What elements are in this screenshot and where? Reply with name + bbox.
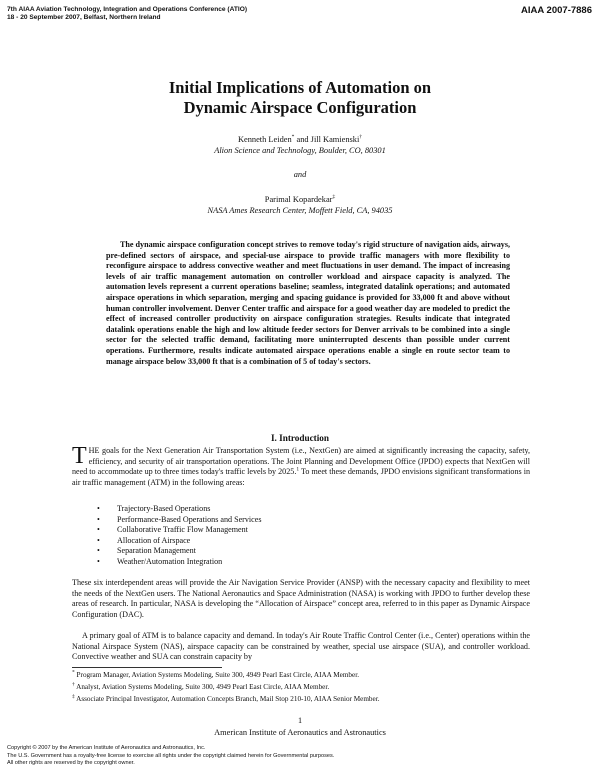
conference-date-location: 18 - 20 September 2007, Belfast, Northern Ireland — [7, 14, 161, 21]
bullet-icon: • — [97, 525, 100, 535]
abstract: The dynamic airspace configuration concept strives to remove today's rigid structure of navigation aids, airways, pre-defined sectors of airspace, and special-use airspace to provide traffic managers with more flexibility to reconfigure airspace to address convective weather and meet fluctuations in user demand. The impact of increasing levels of air traffic management automation on controller workload and airspace capacity is analyzed. The automation levels represent a current operations baseline; seamless, integrated datalink operations; and automated airspace operations in which separation, merging and spacing guidance is provided for 33,000 ft and above without human controller involvement. Denver Center traffic and airspace for a good weather day are modeled to predict the effect of increased controller productivity on airspace configuration strategies. Results indicate that integrated datalink operations enable the high and low altitude feeder sectors for Denver arrivals to be combined into a single sector for the selected traffic demand, facilitating more uninterrupted descents than possible under current operations. Furthermore, results indicate automated airspace operations enable a single en route sector team to manage airspace below 33,000 ft that is a combination of 5 of today's sectors. — [106, 240, 510, 366]
footnote-divider — [72, 667, 222, 668]
bullet-icon: • — [97, 546, 100, 556]
page-number: 1 — [297, 716, 303, 725]
title-line-2: Dynamic Airspace Configuration — [183, 98, 417, 117]
intro-paragraph-3: A primary goal of ATM is to balance capacity and demand. In today's Air Route Traffic Control Center (i.e., Center) operations within the National Airspace System (NAS), airspace capacity can be constrained by weather, special use airspace (SUA), and controller workload. Convective weather and SUA can constrain capacity by — [72, 631, 530, 662]
author-kamienski: and Jill Kamienski — [294, 135, 360, 144]
list-item: • Allocation of Airspace — [97, 535, 191, 545]
author-names — [0, 134, 600, 145]
section-heading-introduction: I. Introduction — [270, 433, 330, 443]
list-item: • Separation Management — [97, 546, 196, 556]
conference-name: 7th AIAA Aviation Technology, Integration and Operations Conference (ATIO) — [7, 6, 248, 13]
footer-organization: American Institute of Aeronautics and Astronautics — [214, 728, 386, 737]
jpdo-areas-list — [97, 504, 262, 568]
conference-header — [7, 6, 247, 22]
list-item: • Trajectory-Based Operations — [97, 504, 211, 513]
list-item: • Weather/Automation Integration — [97, 556, 223, 566]
intro-paragraph-2: These six interdependent areas will provide the Air Navigation Service Provider (ANSP) with the necessary capacity and flexibility to meet the needs of the NextGen users. The National Aeronautics and Space Administration (NASA) is working with JPDO to further develop these areas of research. In particular, NASA is developing the “Allocation of Airspace” concept area, referred to in this paper as Dynamic Airspace Configuration (DAC). — [72, 578, 530, 619]
footnote-1: * Program Manager, Aviation Systems Modeling, Suite 300, 4949 Pearl East Circle, AIAA Member. — [72, 669, 359, 679]
list-item: • Collaborative Traffic Flow Management — [97, 525, 248, 535]
author-leiden: Kenneth Leiden — [237, 135, 292, 144]
author-affiliation-1: Alion Science and Technology, Boulder, CO, 80301 — [214, 146, 386, 155]
bullet-icon: • — [97, 514, 100, 524]
author-affiliation-2: NASA Ames Research Center, Moffett Field, CA, 94035 — [207, 206, 393, 215]
paper-id: AIAA 2007-7886 — [521, 5, 592, 16]
reference-mark: 1 — [296, 466, 300, 473]
drop-cap: T — [72, 443, 87, 469]
footnote-2: † Analyst, Aviation Systems Modeling, Suite 300, 4949 Pearl East Circle, AIAA Member. — [72, 681, 330, 691]
title-line-1: Initial Implications of Automation on — [168, 78, 432, 97]
list-item: • Performance-Based Operations and Services — [97, 514, 262, 524]
author-and: and — [293, 170, 307, 179]
bullet-icon: • — [97, 556, 100, 566]
intro-paragraph-1: THE goals for the Next Generation Air Transportation System (i.e., NextGen) are aimed at significantly increasing the capacity, safety, efficiency, and security of air transportation operations. The Joint Planning and Development Office (JPDO) expects that NextGen will need to accommodate up to three times today's traffic levels by 2025.$^1$ To meet these demands, JPDO envisions significant transformations in air traffic management (ATM) in the following areas: — [72, 443, 530, 487]
paper-title — [0, 78, 600, 118]
footnote-3: ‡ Associate Principal Investigator, Automation Concepts Branch, Mail Stop 210-10, AIAA Senior Member. — [72, 693, 380, 703]
author-kopardekar: Parimal Kopardekar‡ — [264, 194, 336, 204]
bullet-icon: • — [97, 504, 100, 513]
footnote-mark: * — [291, 134, 295, 141]
footnote-mark: ‡ — [332, 194, 336, 201]
bullet-icon: • — [97, 535, 100, 545]
footnote-mark: † — [359, 134, 363, 141]
copyright-notice: Copyright © 2007 by the American Institute of Aeronautics and Astronautics, Inc. The U.S. Government has a royalty-free license to exercise all rights under the copyright claimed herein for Governmental purposes. All other rights are reserved by the copyright owner. — [7, 745, 335, 767]
